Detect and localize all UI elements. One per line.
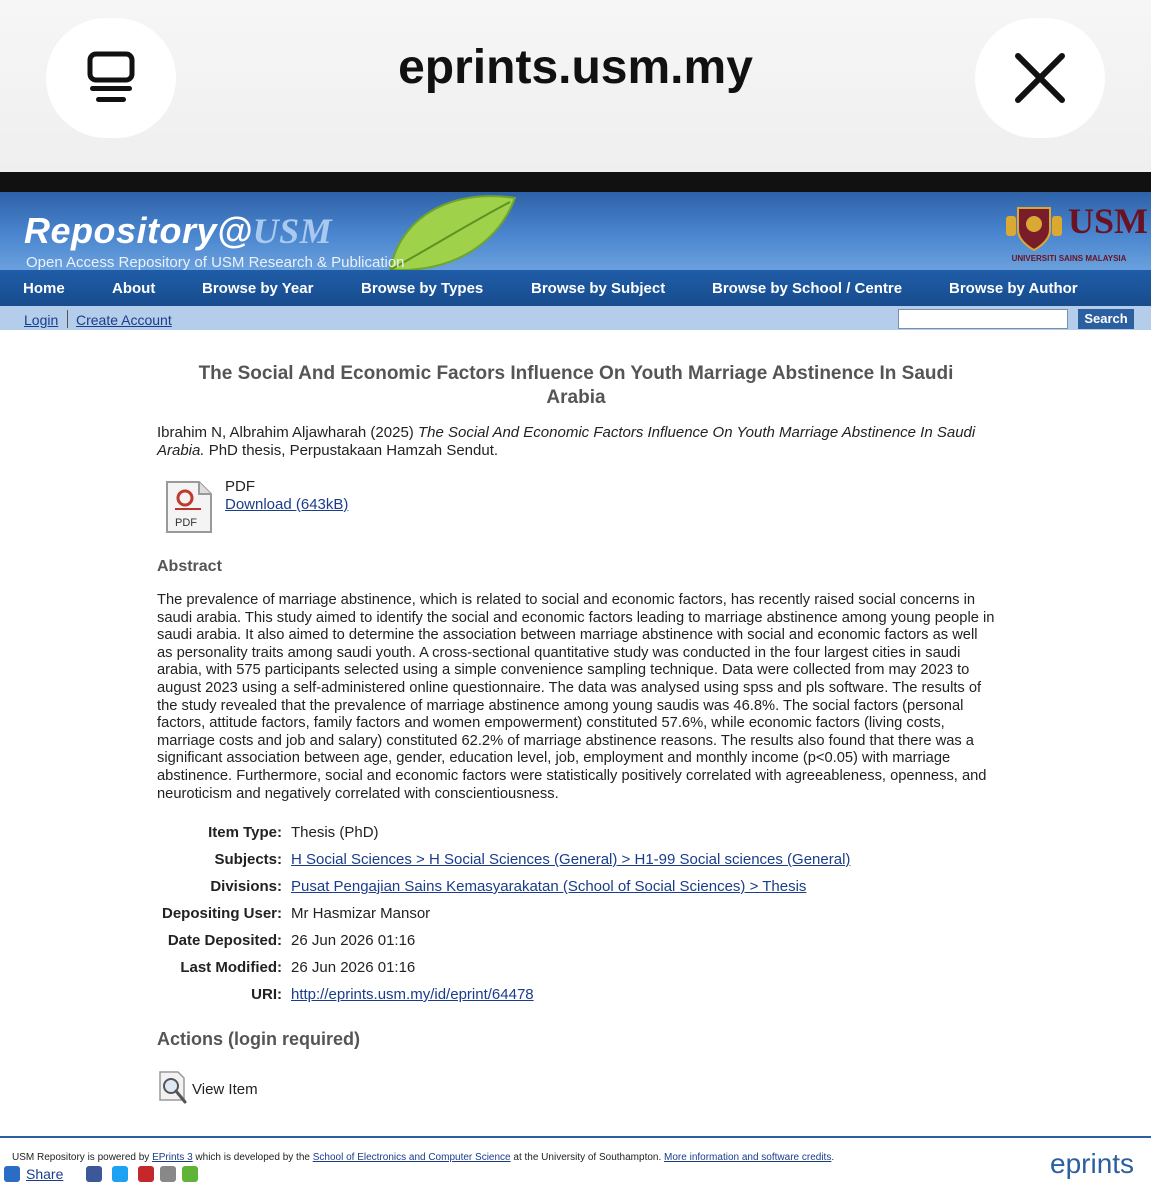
footer-text: USM Repository is powered by [12,1152,153,1163]
myspace-icon[interactable] [138,1166,154,1182]
actions-heading: Actions (login required) [157,1029,361,1049]
credits-link[interactable]: More information and software credits [664,1152,832,1163]
download-link[interactable]: Download (643kB) [225,496,349,513]
ecs-link[interactable]: School of Electronics and Computer Science [312,1152,511,1163]
metadata-value: 26 Jun 2026 01:16 [291,932,416,949]
twitter-icon[interactable] [112,1166,128,1182]
address-bar[interactable]: eprints.usm.my [398,41,753,94]
usm-logo[interactable] [1004,198,1148,263]
nav-browse-subject[interactable]: Browse by Subject [531,280,666,297]
share-icon[interactable] [4,1166,20,1182]
citation [157,424,997,460]
login-bar [0,306,1151,330]
brand-main-text: Repository@ [24,210,253,251]
subject-link[interactable]: H Social Sciences > H Social Sciences (General) > H1-99 Social sciences (General) [291,851,851,868]
document-format: PDF [225,478,255,495]
nav-browse-school[interactable]: Browse by School / Centre [712,280,903,297]
nav-browse-types[interactable]: Browse by Types [361,280,484,297]
metadata-label: Date Deposited: [167,932,282,949]
metadata-label: Item Type: [208,824,282,841]
metadata-value: Thesis (PhD) [291,824,379,841]
page-title: The Social And Economic Factors Influence On Youth Marriage Abstinence In Saudi Arabia [198,363,954,408]
footer-text: which is developed by the [192,1152,313,1163]
main-navigation [0,270,1151,306]
citation-publisher: PhD thesis, Perpustakaan Hamzah Sendut. [204,442,499,459]
metadata-value: 26 Jun 2026 01:16 [291,959,416,976]
university-crest-icon [1004,202,1064,252]
nav-browse-year[interactable]: Browse by Year [202,280,314,297]
pdf-icon-text: PDF [175,517,197,529]
divider [67,310,68,328]
uri-link[interactable]: http://eprints.usm.my/id/eprint/64478 [291,986,534,1003]
evernote-icon[interactable] [182,1166,198,1182]
metadata-label: Divisions: [210,878,282,895]
search-button[interactable]: Search [1078,309,1134,329]
search-input[interactable] [898,309,1068,329]
create-account-link[interactable]: Create Account [76,312,172,328]
footer-text: at the University of Southampton. [510,1152,665,1163]
site-banner [0,192,1151,270]
email-icon[interactable] [160,1166,176,1182]
repository-brand[interactable] [24,210,332,252]
view-item-icon[interactable] [158,1070,188,1106]
close-tab-button[interactable] [975,18,1105,138]
brand-usm-text: USM [252,211,333,251]
header-top-strip [0,172,1151,192]
view-item-link[interactable]: View Item [192,1081,258,1098]
citation-title: The Social And Economic Factors Influence On Youth Marriage Abstinence In Saudi Arabia. [157,424,976,459]
usm-logo-text: USM [1068,201,1148,241]
share-link[interactable]: Share [26,1166,64,1182]
footer-divider [0,1136,1151,1138]
metadata-label: Subjects: [214,851,282,868]
brand-subtitle: Open Access Repository of USM Research & Publication [26,254,405,270]
pdf-file-icon[interactable] [165,480,213,534]
metadata-label: Depositing User: [161,905,282,922]
division-link[interactable]: Pusat Pengajian Sains Kemasyarakatan (School of Social Sciences) > Thesis [291,878,807,895]
metadata-label: Last Modified: [180,959,282,976]
footer-credits [12,1152,834,1163]
metadata-value: Mr Hasmizar Mansor [291,905,431,922]
close-icon [1012,50,1068,106]
nav-home[interactable]: Home [23,280,65,297]
nav-browse-author[interactable]: Browse by Author [949,280,1078,297]
eprints-logo[interactable]: eprints [1050,1148,1135,1179]
usm-logo-subtext: UNIVERSITI SAINS MALAYSIA [1011,254,1127,263]
abstract-heading: Abstract [157,558,222,575]
login-link[interactable]: Login [24,312,59,328]
facebook-icon[interactable] [86,1166,102,1182]
citation-authors: Ibrahim N, Albrahim Aljawharah (2025) [157,424,418,441]
abstract-text: The prevalence of marriage abstinence, which is related to social and economic factors, has recently raised social concerns in saudi arabia. This study aimed to identify the social and economic factors leading to marriage abstinence among young people in saudi arabia. It also aimed to determine the association between marriage abstinence with social and economic factors as well as personality traits among saudi youth. A cross-sectional quantitative study was conducted in the four largest cities in saudi arabia, with 575 participants selected using a simple convenience sampling technique. Data were collected from may 2023 to august 2023 using a self-administered online questionnaire. The data was analysed using spss and pls software. The results of the study revealed that the prevalence of marriage abstinence among young saudis was 46.8%. The social factors (personal factors, attitude factors, family factors and women empowerment) constituted 57.6%, while economic factors (living costs, marriage costs and job and salary) constituted 62.2% of marriage abstinence reasons. The results also found that there was a significant association between age, gender, education level, job, employment and monthly income (p<0.05) with marriage abstinence. Furthermore, social and economic factors were statistically positively correlated with agreeableness, openness, and neuroticism and negatively correlated with conscientiousness. [157,592,995,802]
metadata-label: URI: [251,986,282,1003]
footer-text: . [831,1152,835,1163]
browser-toolbar [0,0,1151,172]
nav-about[interactable]: About [112,280,156,297]
eprints-link[interactable]: EPrints 3 [152,1152,193,1163]
